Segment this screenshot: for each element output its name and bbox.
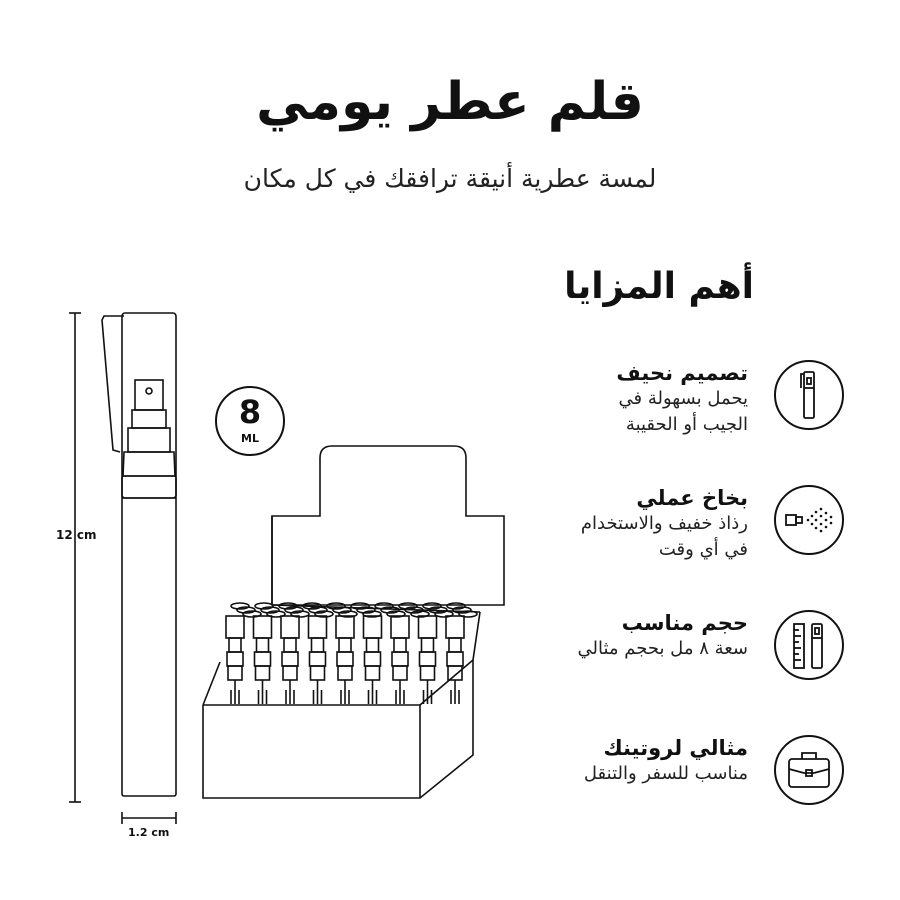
feature-routine bbox=[424, 735, 844, 827]
features-heading: أهم المزايا bbox=[564, 266, 754, 307]
feature-title: تصميم نحيف bbox=[616, 361, 748, 385]
briefcase-icon bbox=[774, 735, 844, 805]
perfume-pen-drawing bbox=[102, 313, 176, 796]
page-subtitle: لمسة عطرية أنيقة ترافقك في كل مكان bbox=[243, 164, 657, 193]
bottle-front bbox=[254, 616, 272, 704]
pen-bottle-icon bbox=[774, 360, 844, 430]
bottle-front bbox=[364, 616, 382, 704]
feature-title: بخاخ عملي bbox=[636, 486, 748, 510]
page-title: قلم عطر يومي bbox=[256, 72, 644, 132]
feature-title: مثالي لروتينك bbox=[603, 736, 748, 760]
feature-desc-line1: رذاذ خفيف والاستخدام bbox=[580, 513, 748, 534]
bottle-front bbox=[336, 616, 354, 704]
bottle-front bbox=[391, 616, 409, 704]
width-label: 1.2 cm bbox=[128, 826, 170, 839]
feature-practical-spray bbox=[424, 485, 844, 577]
volume-unit: ML bbox=[241, 432, 259, 445]
height-label: 12 cm bbox=[56, 528, 97, 542]
feature-desc-line2: الجيب أو الحقيبة bbox=[625, 414, 748, 435]
width-dimension-line bbox=[122, 812, 176, 824]
volume-number: 8 bbox=[238, 393, 262, 431]
feature-desc-line1: سعة ٨ مل بحجم مثالي bbox=[577, 638, 748, 659]
feature-slim-design bbox=[424, 360, 844, 452]
volume-badge bbox=[215, 386, 285, 456]
feature-suitable-size bbox=[424, 610, 844, 702]
bottle-front bbox=[226, 616, 244, 704]
feature-desc-line2: في أي وقت bbox=[658, 539, 748, 560]
bottle-front bbox=[309, 616, 327, 704]
bottle-front bbox=[281, 616, 299, 704]
feature-desc-line1: مناسب للسفر والتنقل bbox=[583, 763, 748, 784]
ruler-bottle-icon bbox=[774, 610, 844, 680]
height-dimension-line bbox=[69, 313, 81, 802]
spray-icon bbox=[774, 485, 844, 555]
feature-desc-line1: يحمل بسهولة في bbox=[618, 388, 748, 409]
feature-title: حجم مناسب bbox=[621, 611, 748, 635]
